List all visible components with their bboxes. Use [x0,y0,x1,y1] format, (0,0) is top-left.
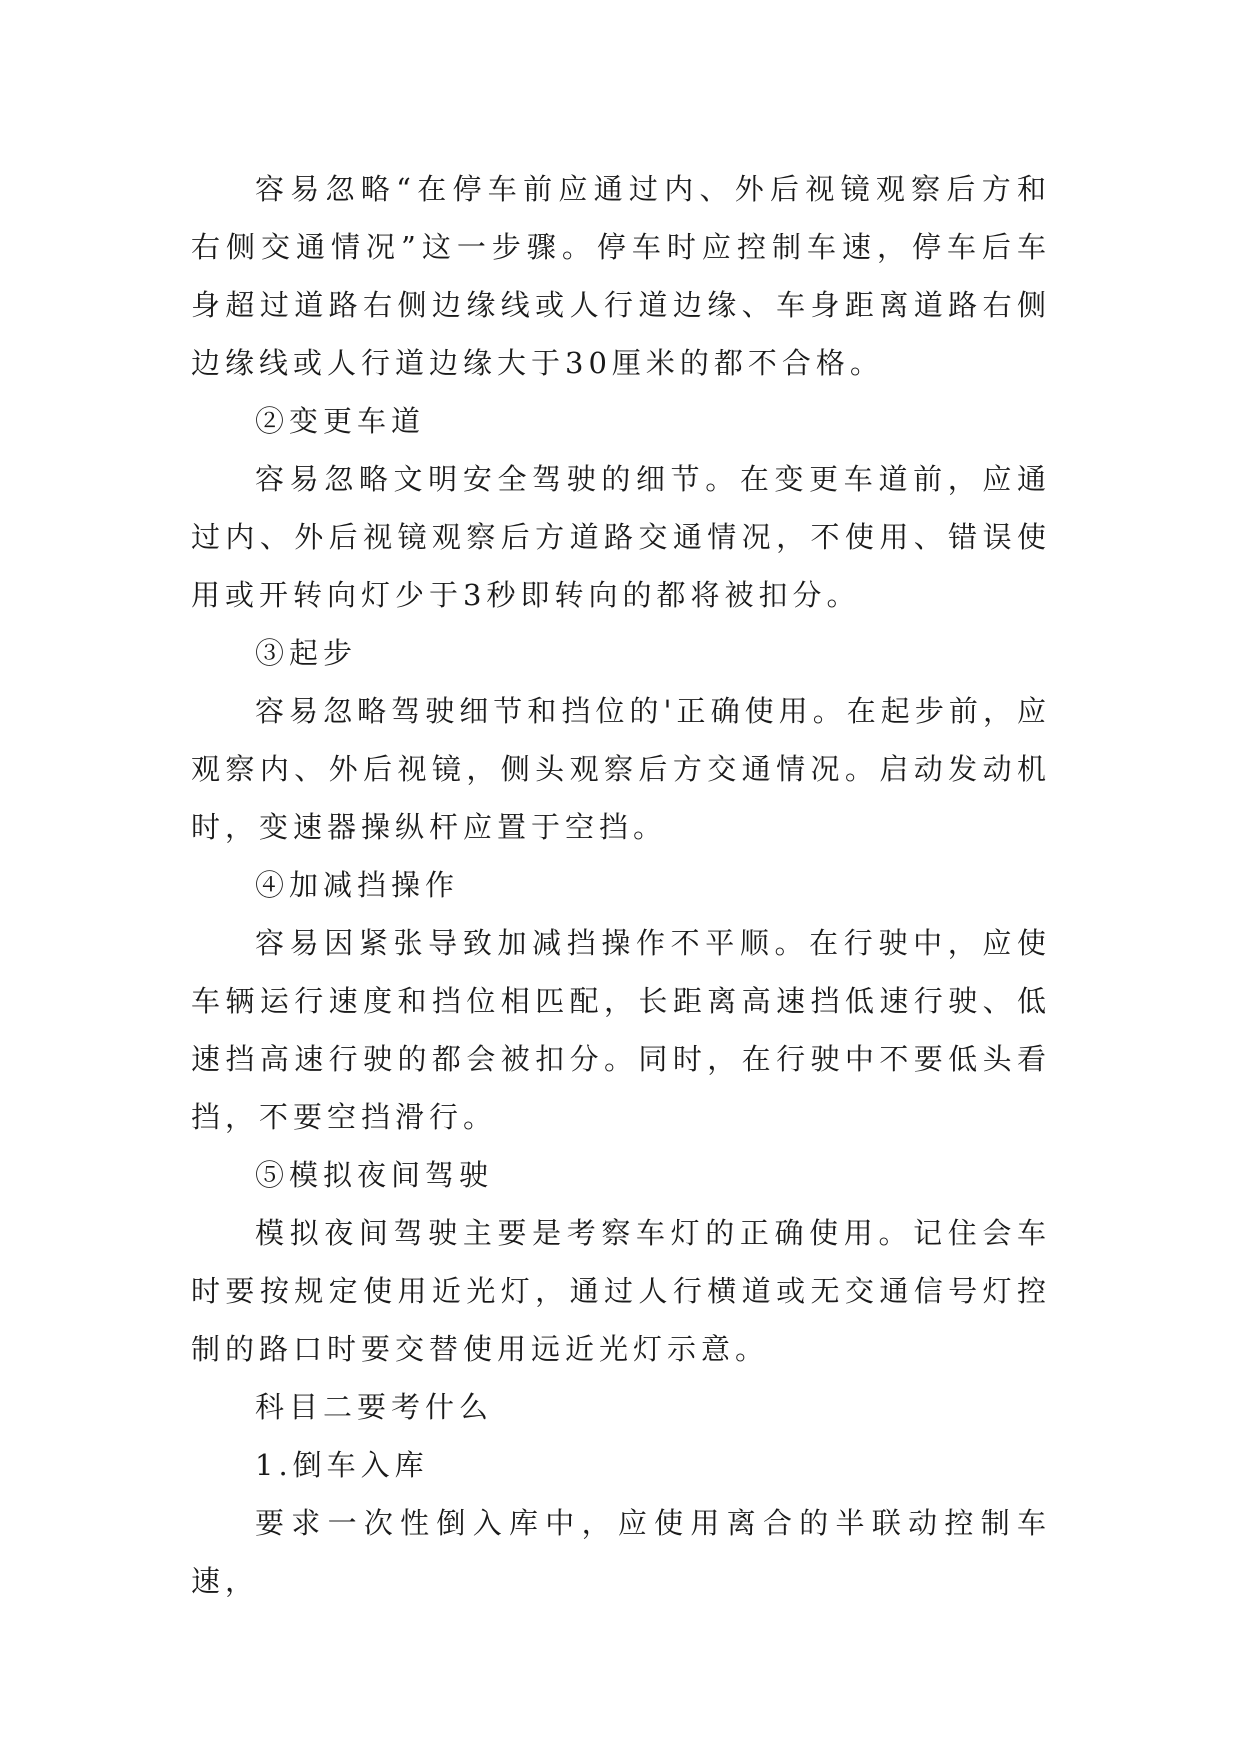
heading-subject-two: 科目二要考什么 [255,1390,494,1424]
heading-gear-shift: ④加减挡操作 [255,868,460,902]
paragraph-gear-shift: 容易因紧张导致加减挡操作不平顺。在行驶中，应使车辆运行速度和挡位相匹配，长距离高速挡低速行驶、低速挡高速行驶的都会被扣分。同时，在行驶中不要低头看挡，不要空挡滑行。 [191,926,1051,1134]
heading-reverse-parking: 1.倒车入库 [255,1448,429,1482]
paragraph-night-driving: 模拟夜间驾驶主要是考察车灯的正确使用。记住会车时要按规定使用近光灯，通过人行横道或无交通信号灯控制的路口时要交替使用远近光灯示意。 [191,1216,1051,1366]
document-body [191,160,1051,1610]
heading-change-lane: ②变更车道 [255,404,426,438]
heading-start: ③起步 [255,636,358,670]
paragraph-parking-detail: 容易忽略“在停车前应通过内、外后视镜观察后方和右侧交通情况”这一步骤。停车时应控制车速，停车后车身超过道路右侧边缘线或人行道边缘、车身距离道路右侧边缘线或人行道边缘大于30厘米的都不合格。 [191,172,1051,380]
paragraph-change-lane: 容易忽略文明安全驾驶的细节。在变更车道前，应通过内、外后视镜观察后方道路交通情况，不使用、错误使用或开转向灯少于3秒即转向的都将被扣分。 [191,462,1051,612]
paragraph-reverse-parking: 要求一次性倒入库中，应使用离合的半联动控制车速， [191,1506,1051,1598]
heading-night-driving: ⑤模拟夜间驾驶 [255,1158,494,1192]
paragraph-start: 容易忽略驾驶细节和挡位的'正确使用。在起步前，应观察内、外后视镜，侧头观察后方交通情况。启动发动机时，变速器操纵杆应置于空挡。 [191,694,1051,844]
